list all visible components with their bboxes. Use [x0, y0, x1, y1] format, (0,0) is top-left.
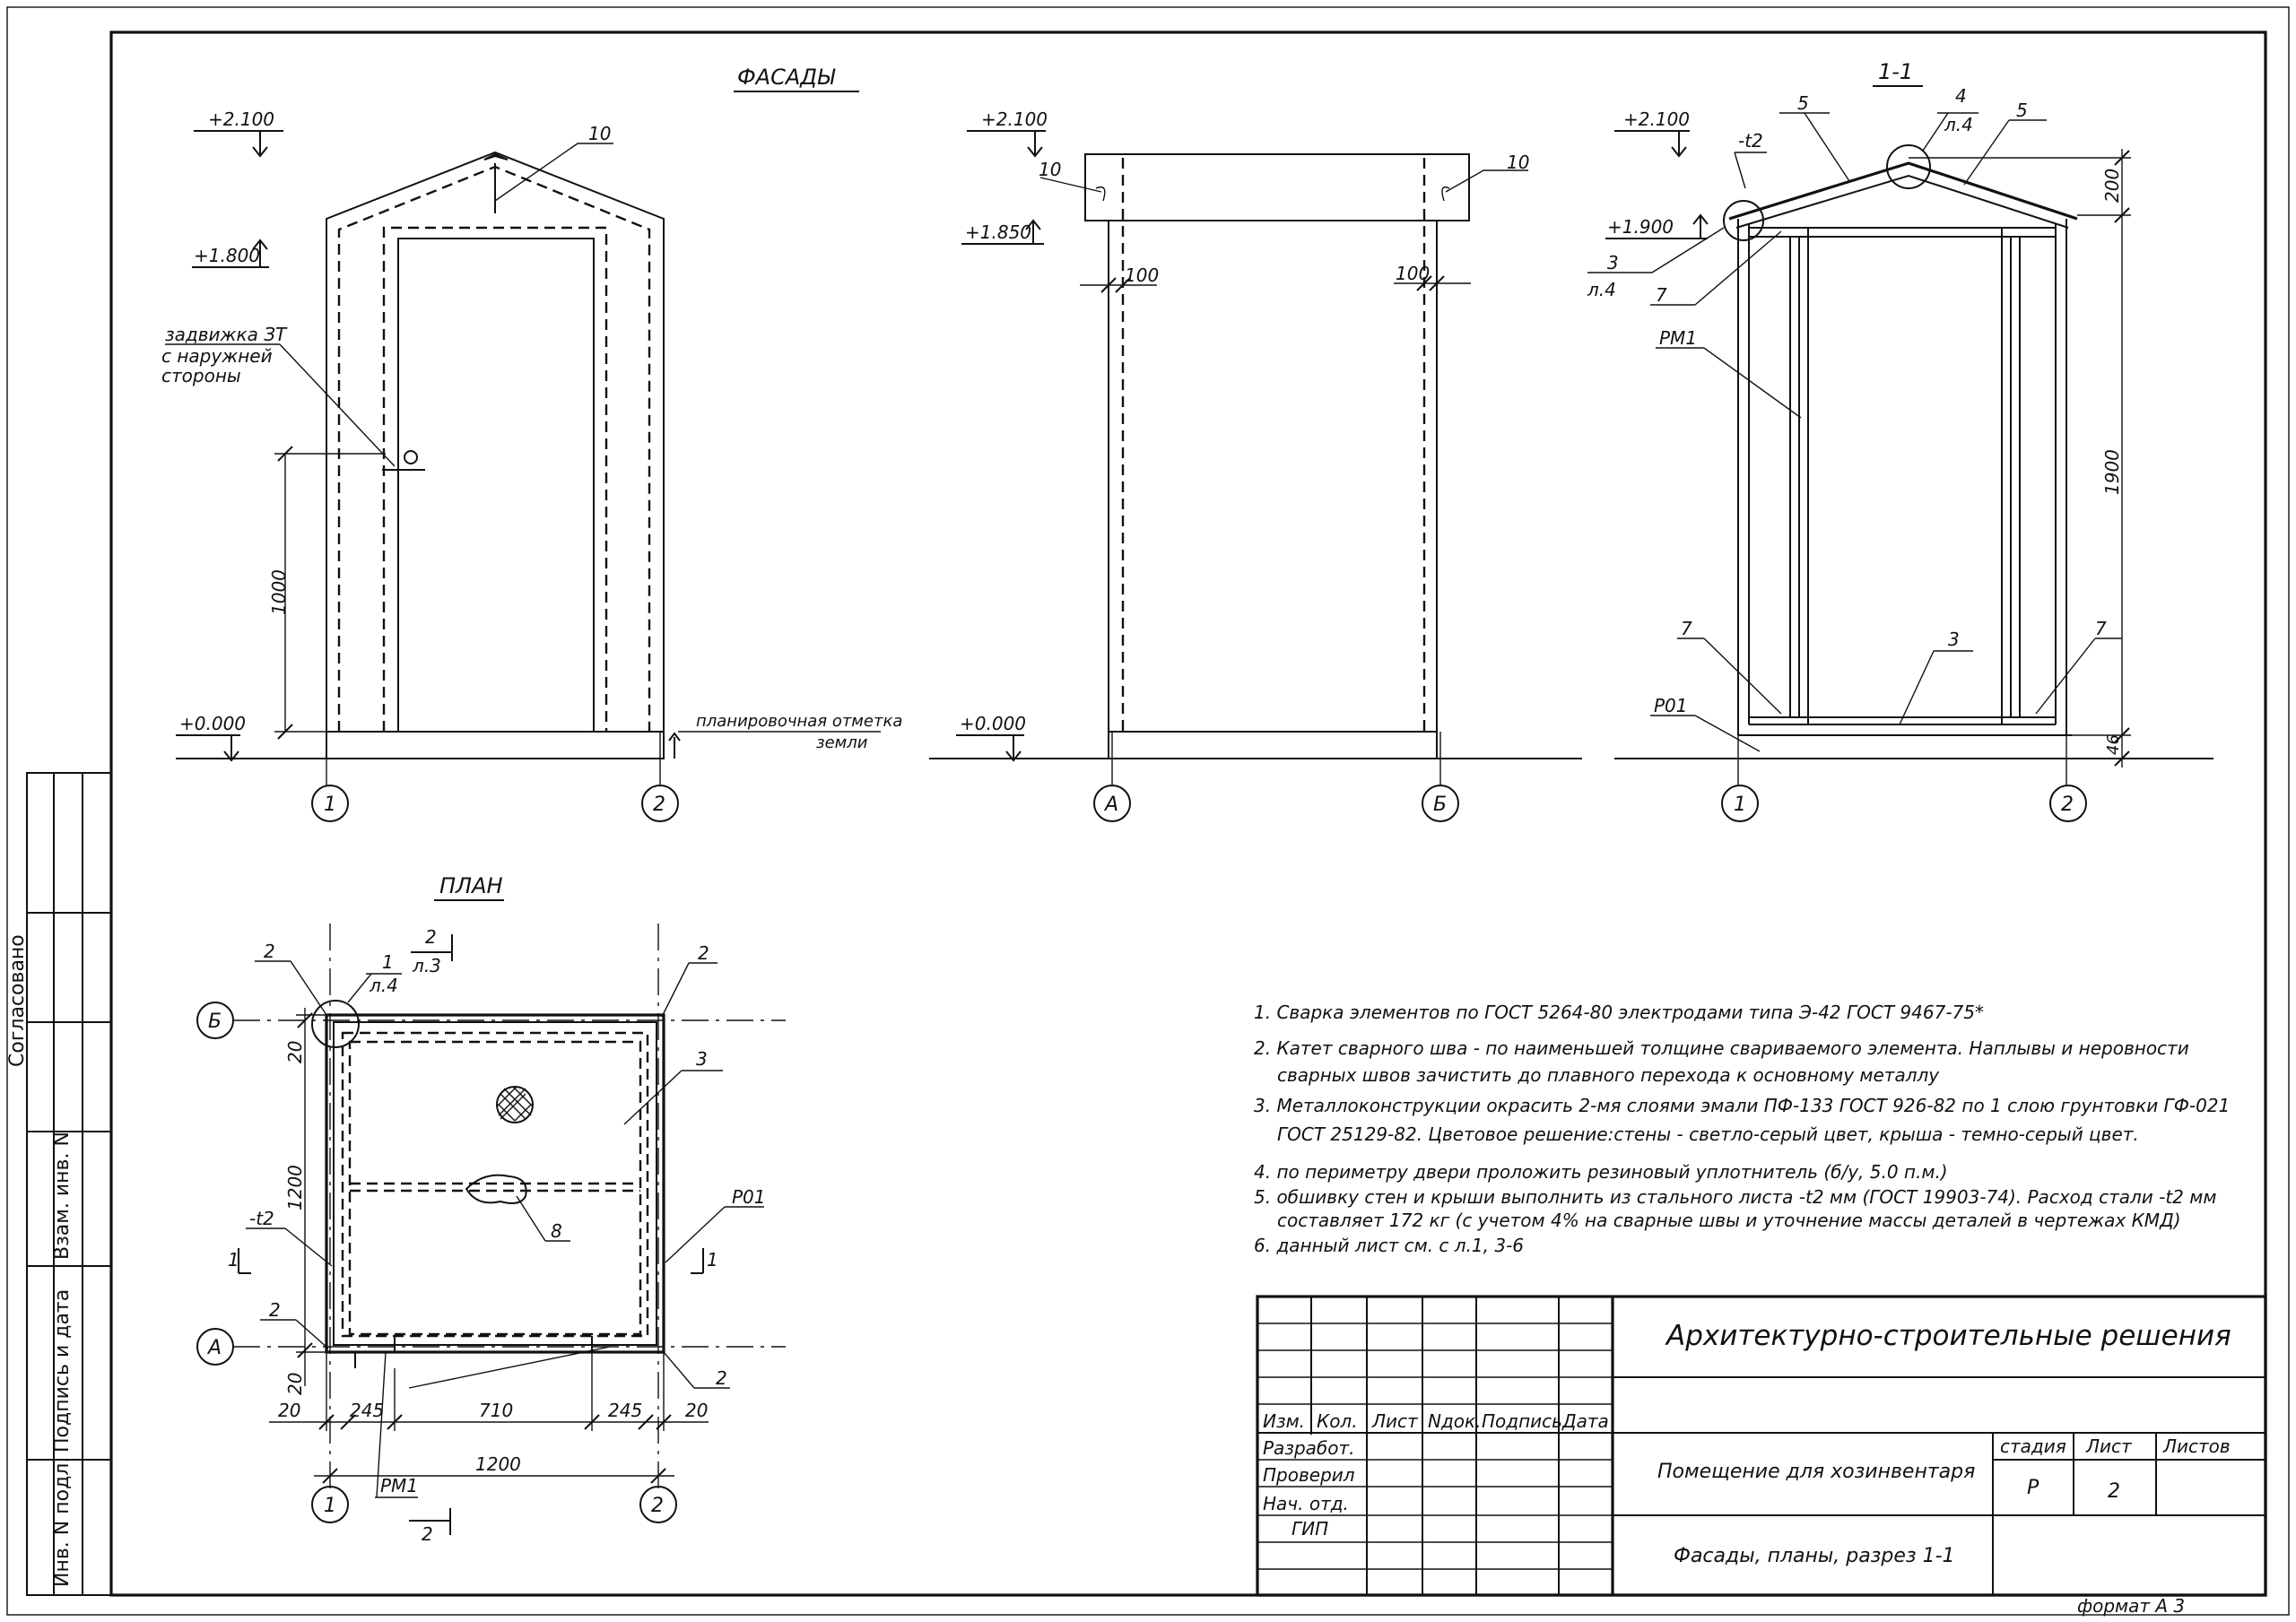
plan-axis-1: 1: [324, 1495, 336, 1517]
note-3-cont: ГОСТ 25129-82. Цветовое решение:стены - светло-серый цвет, крыша - темно-серый цвет.: [1277, 1123, 2139, 1145]
col-kol: Кол.: [1317, 1410, 1358, 1432]
project-title: Архитектурно-строительные решения: [1666, 1320, 2231, 1352]
plan-dim-20d: 20: [685, 1400, 709, 1421]
stamp-signature-date: Подпись и дата: [51, 1288, 74, 1453]
section-axis-2: 2: [2061, 794, 2074, 816]
val-sheet: 2: [2108, 1480, 2120, 1503]
plan-cut-2-bottom: 2: [422, 1523, 433, 1545]
plan-call-2e: 2: [716, 1367, 727, 1389]
plan-dim-20a: 20: [284, 1040, 306, 1063]
side-stamp: [6, 773, 111, 1595]
plan-call-2c: 2: [698, 942, 709, 964]
facade-left-level-2100: +2.100: [208, 108, 275, 130]
hdr-stage: стадия: [2000, 1436, 2066, 1457]
facade-left-callout-10: 10: [588, 123, 612, 144]
section-label-t2: -t2: [1738, 130, 1763, 152]
col-data: Дата: [1562, 1410, 1609, 1432]
section-label-l4a: л.4: [1944, 114, 1973, 135]
col-podpis: Подпись: [1482, 1410, 1562, 1432]
latch-note-2: с наружней: [161, 345, 273, 367]
section-level-2100: +2.100: [1623, 108, 1691, 130]
section-label-l4b: л.4: [1587, 279, 1616, 300]
stamp-agreed: Согласовано: [6, 934, 29, 1067]
section-label-5a: 5: [1797, 92, 1809, 114]
plan-call-t2: -t2: [249, 1208, 274, 1229]
plan-call-1: 1: [382, 951, 394, 973]
plan-title: ПЛАН: [439, 873, 503, 898]
plan-call-p01: Р01: [732, 1186, 766, 1208]
section-label-3b: 3: [1948, 629, 1960, 650]
val-stage: Р: [2027, 1477, 2039, 1499]
section-label-7a: 7: [1656, 284, 1667, 306]
plan-call-2d: 2: [269, 1299, 281, 1321]
facade-left-axis-1: 1: [324, 794, 336, 816]
outer-border: [7, 7, 2289, 1615]
plan-dim-710: 710: [479, 1400, 514, 1421]
section-label-3a: 3: [1607, 252, 1619, 273]
hdr-sheet: Лист: [2086, 1436, 2132, 1457]
ground-note-1: планировочная отметка: [696, 712, 903, 731]
note-4: 4. по периметру двери проложить резиновый уплотнитель (б/у, 5.0 п.м.): [1254, 1161, 1948, 1183]
plan-call-l4: л.4: [370, 975, 398, 996]
facade-left: [161, 108, 902, 821]
col-list: Лист: [1372, 1410, 1418, 1432]
plan-call-3: 3: [696, 1048, 708, 1070]
facades-title: ФАСАДЫ: [737, 65, 835, 90]
drawing-frame: [111, 32, 2266, 1595]
note-1: 1. Сварка элементов по ГОСТ 5264-80 электродами типа Э-42 ГОСТ 9467-75*: [1254, 1002, 1984, 1023]
plan-dim-20b: 20: [284, 1372, 306, 1395]
section-label-4: 4: [1955, 85, 1967, 107]
note-5: 5. обшивку стен и крыши выполнить из стального листа -t2 мм (ГОСТ 19903-74). Расход стали -t2 мм: [1254, 1186, 2217, 1208]
plan-dim-245a: 245: [350, 1400, 385, 1421]
section-dim-200: 200: [2101, 168, 2123, 203]
facade-mid-level-2100: +2.100: [981, 108, 1048, 130]
stamp-vzam: Взам. инв. N: [51, 1132, 74, 1260]
row-gip: ГИП: [1292, 1518, 1329, 1540]
stamp-inv: Инв. N подл.: [51, 1456, 74, 1587]
col-izm: Изм.: [1263, 1410, 1306, 1432]
plan-call-2a: 2: [264, 941, 275, 962]
title-block: [1257, 1297, 2266, 1595]
facade-mid-level-1850: +1.850: [965, 221, 1032, 243]
plan-cut-1-right: 1: [707, 1249, 718, 1271]
note-2-cont: сварных швов зачистить до плавного перехода к основному металлу: [1277, 1064, 1940, 1086]
facade-mid-level-0000: +0.000: [960, 713, 1027, 734]
section-label-7b: 7: [1681, 618, 1692, 639]
section-label-p01: Р01: [1654, 695, 1688, 716]
latch-note-3: стороны: [161, 365, 241, 386]
facade-mid-axis-b: Б: [1433, 794, 1448, 816]
plan-dim-1200v: 1200: [284, 1165, 306, 1210]
section-axis-1: 1: [1734, 794, 1746, 816]
facade-mid-callout-10b: 10: [1507, 152, 1530, 173]
facade-mid-axis-a: А: [1105, 794, 1119, 816]
hdr-sheets: Листов: [2163, 1436, 2231, 1457]
plan-cut-1-left: 1: [228, 1249, 239, 1271]
note-3: 3. Металлоконструкции окрасить 2-мя слоями эмали ПФ-133 ГОСТ 926-82 по 1 слою грунтовки ГФ-021: [1254, 1095, 2231, 1116]
section-title: 1-1: [1878, 59, 1914, 84]
facade-mid-callout-10a: 10: [1039, 159, 1062, 180]
facade-left-level-0000: +0.000: [179, 713, 247, 734]
latch-note-1: задвижка ЗТ: [165, 324, 287, 345]
sheet-name: Фасады, планы, разрез 1-1: [1674, 1545, 1955, 1567]
plan-call-rm1: РМ1: [380, 1475, 419, 1496]
object-name: Помещение для хозинвентаря: [1657, 1461, 1976, 1483]
plan-call-8: 8: [551, 1220, 562, 1242]
facade-left-dim-1000: 1000: [268, 569, 290, 615]
plan-dim-20c: 20: [278, 1400, 301, 1421]
section-1-1: [1587, 85, 2213, 821]
plan-axis-b: Б: [208, 1010, 222, 1033]
plan-axis-2: 2: [651, 1495, 664, 1517]
plan-dim-1200h: 1200: [475, 1453, 521, 1475]
section-label-rm1: РМ1: [1659, 327, 1698, 349]
section-dim-1900: 1900: [2101, 449, 2123, 495]
note-5-cont: составляет 172 кг (с учетом 4% на сварные швы и уточнение массы деталей в чертежах КМД): [1277, 1210, 2181, 1231]
section-label-5b: 5: [2016, 100, 2028, 121]
row-nach-otd: Нач. отд.: [1263, 1493, 1349, 1514]
section-label-7c: 7: [2095, 618, 2107, 639]
facade-middle: [929, 108, 1582, 821]
section-dim-46: 46: [2104, 734, 2123, 755]
note-6: 6. данный лист см. с л.1, 3-6: [1254, 1235, 1525, 1256]
plan-axis-a: А: [208, 1337, 222, 1359]
plan-dim-245b: 245: [608, 1400, 643, 1421]
row-proveril: Проверил: [1263, 1464, 1355, 1486]
general-notes: [1254, 1002, 2230, 1256]
plan-view: [197, 924, 786, 1545]
format-label: формат А 3: [2077, 1595, 2186, 1617]
facade-mid-dim-100b: 100: [1396, 263, 1431, 284]
ground-note-2: земли: [816, 733, 868, 752]
facade-mid-dim-100a: 100: [1125, 265, 1160, 286]
facade-left-axis-2: 2: [653, 794, 665, 816]
col-ndok: Nдок.: [1428, 1410, 1482, 1432]
facade-left-level-1800: +1.800: [194, 245, 261, 266]
note-2: 2. Катет сварного шва - по наименьшей толщине свариваемого элемента. Наплывы и неровности: [1254, 1037, 2189, 1059]
plan-call-l3: л.3: [413, 955, 441, 976]
section-level-1900: +1.900: [1607, 216, 1674, 238]
plan-call-2b: 2: [425, 926, 437, 948]
row-razrab: Разработ.: [1263, 1437, 1355, 1459]
